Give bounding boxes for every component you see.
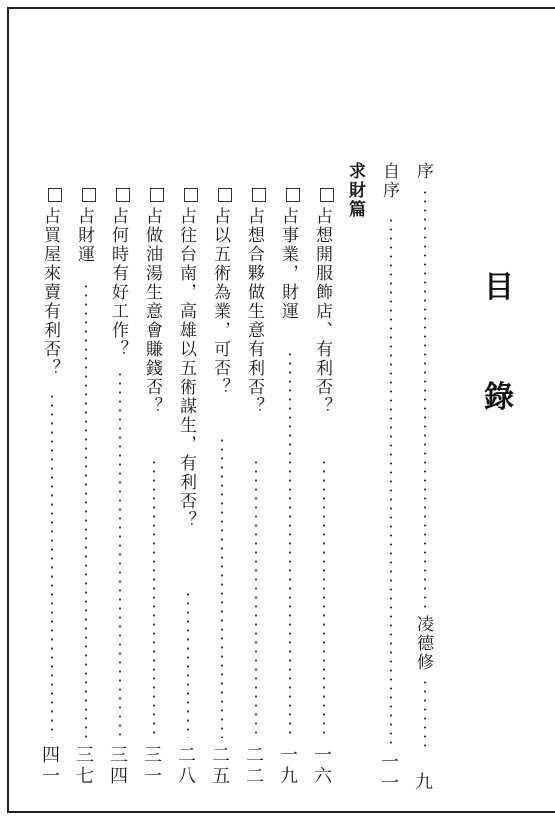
leader-entry — [221, 436, 223, 738]
title-char-mu: 目 — [484, 270, 514, 305]
toc-preface — [414, 162, 431, 181]
page-frame — [7, 7, 555, 813]
leader-entry — [323, 458, 325, 738]
checkbox-icon — [184, 188, 198, 202]
checkbox-icon — [320, 188, 334, 202]
preface-author — [414, 615, 431, 672]
preface-label: 序 — [413, 162, 433, 181]
toc-entry: 占做油湯生意會賺錢否？ — [143, 188, 164, 416]
checkbox-icon — [218, 188, 232, 202]
entry-page: 四一 — [39, 745, 60, 787]
checkbox-icon — [48, 188, 62, 202]
toc-entry: 占想開服飾店、有利否？ — [313, 188, 334, 416]
entry-page: 一六 — [311, 745, 332, 787]
author-preface-page: 一一 — [378, 752, 399, 794]
section-heading-wealth: 求財篇 — [345, 162, 365, 219]
checkbox-icon — [286, 188, 300, 202]
preface-page: 九 — [412, 772, 433, 793]
toc-entry: 占以五術為業，可否？ — [211, 188, 232, 397]
entry-page: 一九 — [277, 745, 298, 787]
checkbox-icon — [116, 188, 130, 202]
leader-preface-2 — [424, 678, 426, 750]
leader-entry — [51, 392, 53, 738]
entry-page: 二五 — [209, 745, 230, 787]
leader-entry — [85, 282, 87, 738]
leader-preface — [424, 188, 426, 610]
checkbox-icon — [150, 188, 164, 202]
toc-entry: 占財運 — [75, 188, 96, 264]
leader-entry — [153, 458, 155, 738]
checkbox-icon — [82, 188, 96, 202]
toc-entry: 占買屋來賣有利否？ — [41, 188, 62, 378]
entry-page: 三七 — [73, 745, 94, 787]
entry-page: 三四 — [107, 745, 128, 787]
toc-entry: 占事業，財運 — [279, 188, 300, 321]
leader-entry — [289, 350, 291, 738]
preface-author-name: 凌德修 — [413, 615, 433, 672]
toc-entry: 占何時有好工作？ — [109, 188, 130, 359]
leader-author-preface — [390, 216, 392, 746]
leader-entry — [187, 590, 189, 738]
author-preface-label: 自序 — [379, 162, 399, 200]
toc-author-preface — [380, 162, 397, 200]
entry-page: 二八 — [175, 745, 196, 787]
checkbox-icon — [252, 188, 266, 202]
entry-page: 三一 — [141, 745, 162, 787]
title-char-lu: 錄 — [484, 380, 514, 415]
toc-entry: 占往台南，高雄以五術謀生，有利否？ — [177, 188, 198, 530]
toc-entry: 占想合夥做生意有利否？ — [245, 188, 266, 416]
leader-entry — [119, 370, 121, 738]
entry-page: 二二 — [243, 745, 264, 787]
leader-entry — [255, 458, 257, 738]
